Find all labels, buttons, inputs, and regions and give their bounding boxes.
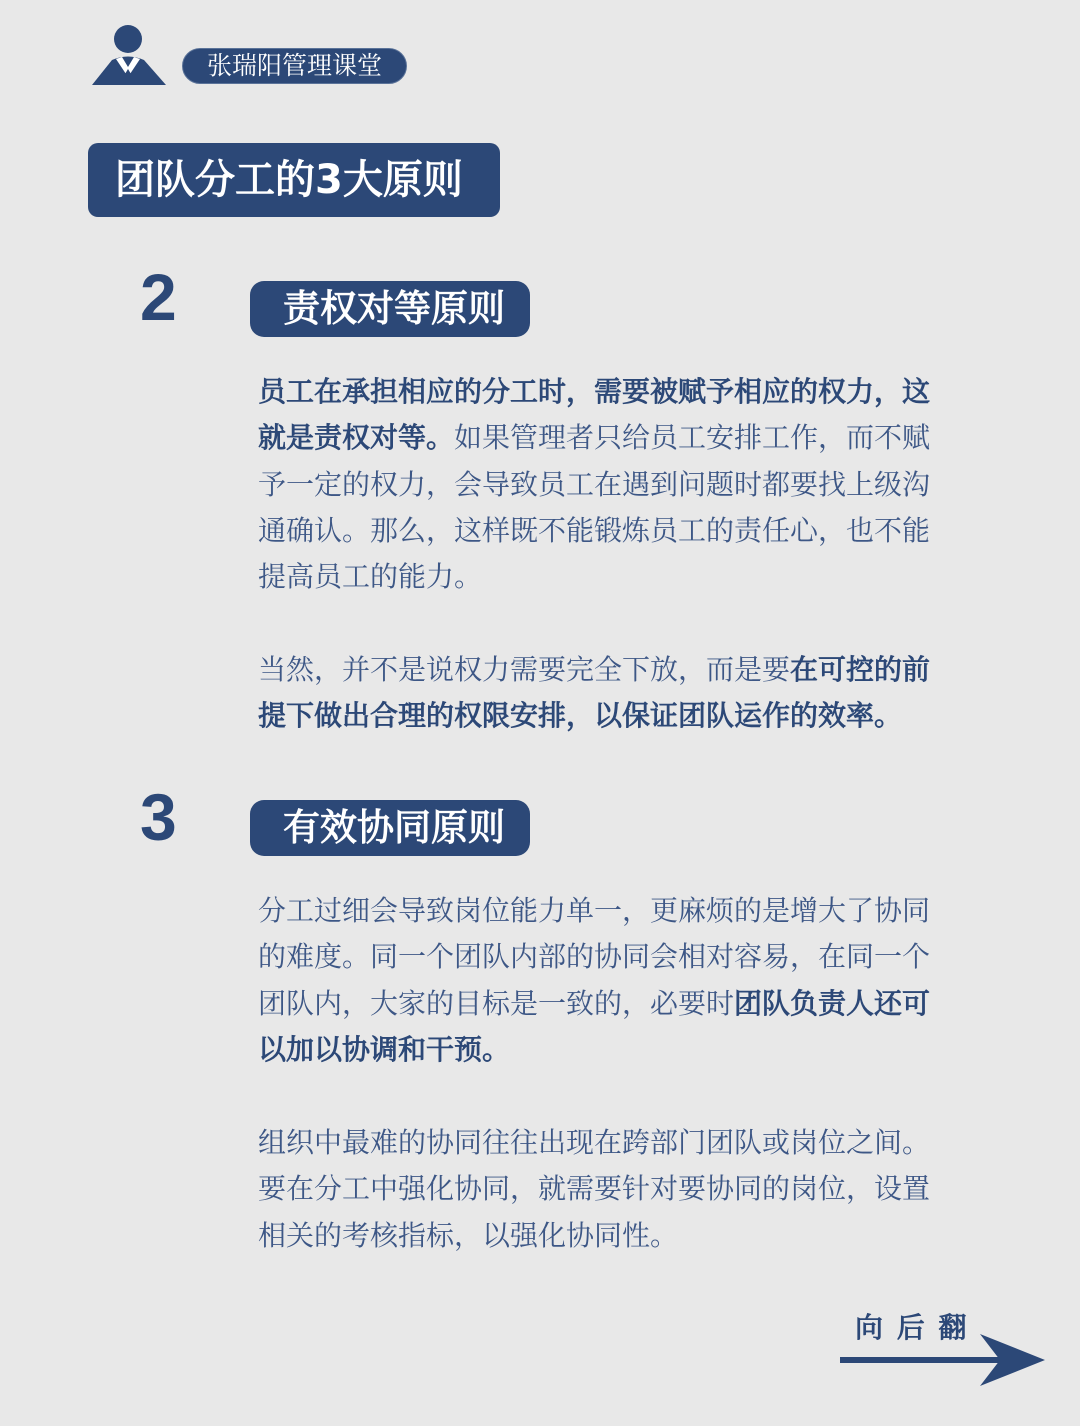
- text-segment: 提下做出合理的权限安排，以保证团队运作的效率。: [258, 699, 903, 733]
- paragraph-line: [258, 554, 938, 600]
- paragraph-line: [258, 934, 938, 980]
- paragraph-line: [258, 369, 938, 415]
- text-segment: 相关的考核指标，以强化协同性。: [258, 1218, 679, 1252]
- paragraph-line: [258, 888, 938, 934]
- section-heading: 责权对等原则: [250, 281, 530, 337]
- text-segment: 团队负责人还可: [734, 986, 931, 1020]
- text-segment: 如果管理者只给员工安排工作，而不赋: [454, 421, 931, 455]
- text-segment: 分工过细会导致岗位能力单一，更麻烦的是增大了协同: [258, 894, 931, 927]
- section-number: 2: [140, 260, 177, 334]
- text-segment: 提高员工的能力。: [258, 560, 483, 594]
- brand-badge: 张瑞阳管理课堂: [182, 48, 407, 84]
- paragraph: [258, 1120, 938, 1259]
- text-segment: 予一定的权力，会导致员工在遇到问题时都要找上级沟: [258, 467, 931, 501]
- paragraph: [258, 888, 938, 1073]
- text-segment: 以加以协调和干预。: [258, 1032, 511, 1066]
- paragraph-line: [258, 1120, 938, 1166]
- text-segment: 要在分工中强化协同，就需要针对要协同的岗位，设置: [258, 1172, 931, 1206]
- paragraph-line: [258, 693, 938, 739]
- paragraph-line: [258, 981, 938, 1027]
- page-title: 团队分工的3大原则: [88, 143, 500, 217]
- text-segment: 组织中最难的协同往往出现在跨部门团队或岗位之间。: [258, 1126, 931, 1159]
- arrow-right-icon[interactable]: [838, 1330, 1048, 1390]
- text-segment: 通确认。那么，这样既不能锻炼员工的责任心，也不能: [258, 513, 931, 547]
- section-number: 3: [140, 780, 177, 854]
- text-segment: 当然，并不是说权力需要完全下放，而是要: [258, 653, 791, 686]
- text-segment: 团队内，大家的目标是一致的，必要时: [258, 986, 735, 1020]
- person-avatar-icon: [90, 22, 168, 88]
- paragraph-line: [258, 1213, 938, 1259]
- paragraph: [258, 647, 938, 740]
- paragraph-line: [258, 508, 938, 554]
- paragraph-line: [258, 462, 938, 508]
- text-segment: 就是责权对等。: [258, 421, 455, 455]
- paragraph-line: [258, 1166, 938, 1212]
- text-segment: 在可控的前: [790, 653, 931, 686]
- paragraph-line: [258, 647, 938, 693]
- paragraph: [258, 369, 938, 600]
- section-heading: 有效协同原则: [250, 800, 530, 856]
- text-segment: 的难度。同一个团队内部的协同会相对容易，在同一个: [258, 940, 931, 974]
- next-page-label[interactable]: 向 后 翻: [855, 1311, 969, 1344]
- text-segment: 员工在承担相应的分工时，需要被赋予相应的权力，这: [258, 375, 931, 408]
- paragraph-line: [258, 1027, 938, 1073]
- paragraph-line: [258, 415, 938, 461]
